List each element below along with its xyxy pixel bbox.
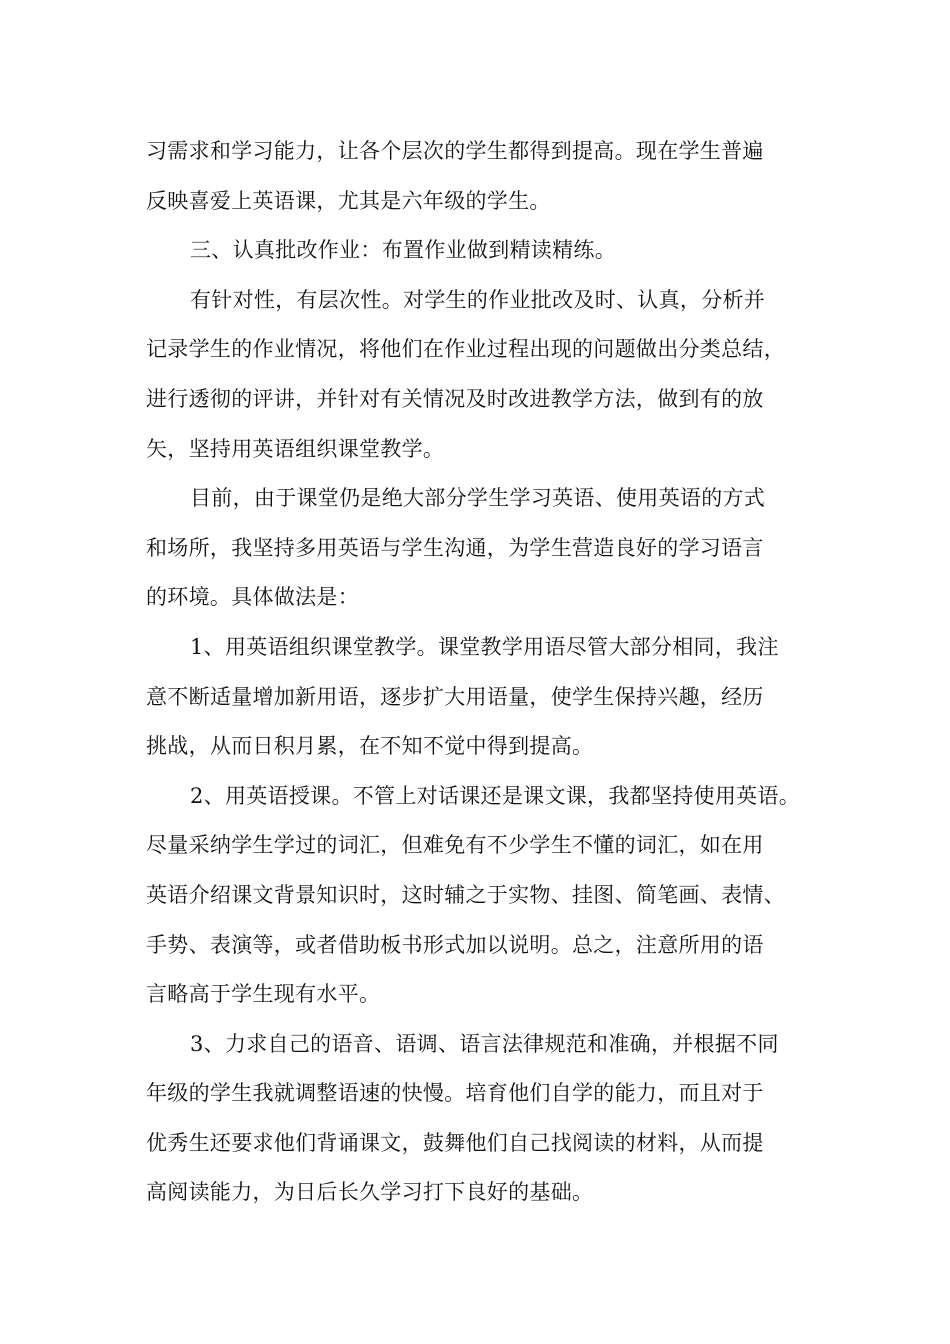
paragraph-line: 尽量采纳学生学过的词汇，但难免有不少学生不懂的词汇，如在用: [146, 833, 764, 858]
paragraph-line: 反映喜爱上英语课，尤其是六年级的学生。: [146, 188, 551, 213]
paragraph-line: 有针对性，有层次性。对学生的作业批改及时、认真，分析并: [190, 287, 766, 312]
paragraph-line: 年级的学生我就调整语速的快慢。培育他们自学的能力，而且对于: [146, 1081, 764, 1106]
paragraph-1: [146, 127, 826, 226]
paragraph-3: [146, 276, 826, 474]
paragraph-line: 三、认真批改作业：布置作业做到精读精练。: [190, 238, 616, 263]
document-page: [146, 127, 826, 1218]
paragraph-line: 3、力求自己的语音、语调、语言法律规范和准确，并根据不同: [190, 1031, 779, 1056]
paragraph-line: 手势、表演等，或者借助板书形式加以说明。总之，注意所用的语: [146, 932, 764, 957]
paragraph-4: [146, 474, 826, 623]
paragraph-line: 高阅读能力，为日后长久学习打下良好的基础。: [146, 1180, 594, 1205]
paragraph-line: 挑战，从而日积月累，在不知不觉中得到提高。: [146, 734, 594, 759]
paragraph-line: 2、用英语授课。不管上对话课还是课文课，我都坚持使用英语。: [190, 783, 801, 808]
paragraph-line: 意不断适量增加新用语，逐步扩大用语量，使学生保持兴趣，经历: [146, 684, 764, 709]
paragraph-line: 矢，坚持用英语组织课堂教学。: [146, 436, 445, 461]
paragraph-7: [146, 1020, 826, 1218]
paragraph-line: 习需求和学习能力，让各个层次的学生都得到提高。现在学生普遍: [146, 139, 764, 163]
paragraph-line: 和场所，我坚持多用英语与学生沟通，为学生营造良好的学习语言: [146, 535, 764, 560]
paragraph-line: 言略高于学生现有水平。: [146, 982, 381, 1007]
paragraph-line: 英语介绍课文背景知识时，这时辅之于实物、挂图、简笔画、表情、: [146, 882, 785, 907]
paragraph-line: 1、用英语组织课堂教学。课堂教学用语尽管大部分相同，我注: [190, 634, 779, 659]
paragraph-line: 目前，由于课堂仍是绝大部分学生学习英语、使用英语的方式: [190, 486, 766, 511]
paragraph-line: 记录学生的作业情况，将他们在作业过程出现的问题做出分类总结，: [146, 337, 785, 362]
paragraph-line: 进行透彻的评讲，并针对有关情况及时改进教学方法，做到有的放: [146, 386, 764, 411]
paragraph-6: [146, 772, 826, 1020]
paragraph-5: [146, 623, 826, 772]
paragraph-2-heading: [146, 226, 826, 276]
paragraph-line: 优秀生还要求他们背诵课文，鼓舞他们自己找阅读的材料，从而提: [146, 1130, 764, 1155]
paragraph-line: 的环境。具体做法是：: [146, 585, 359, 610]
